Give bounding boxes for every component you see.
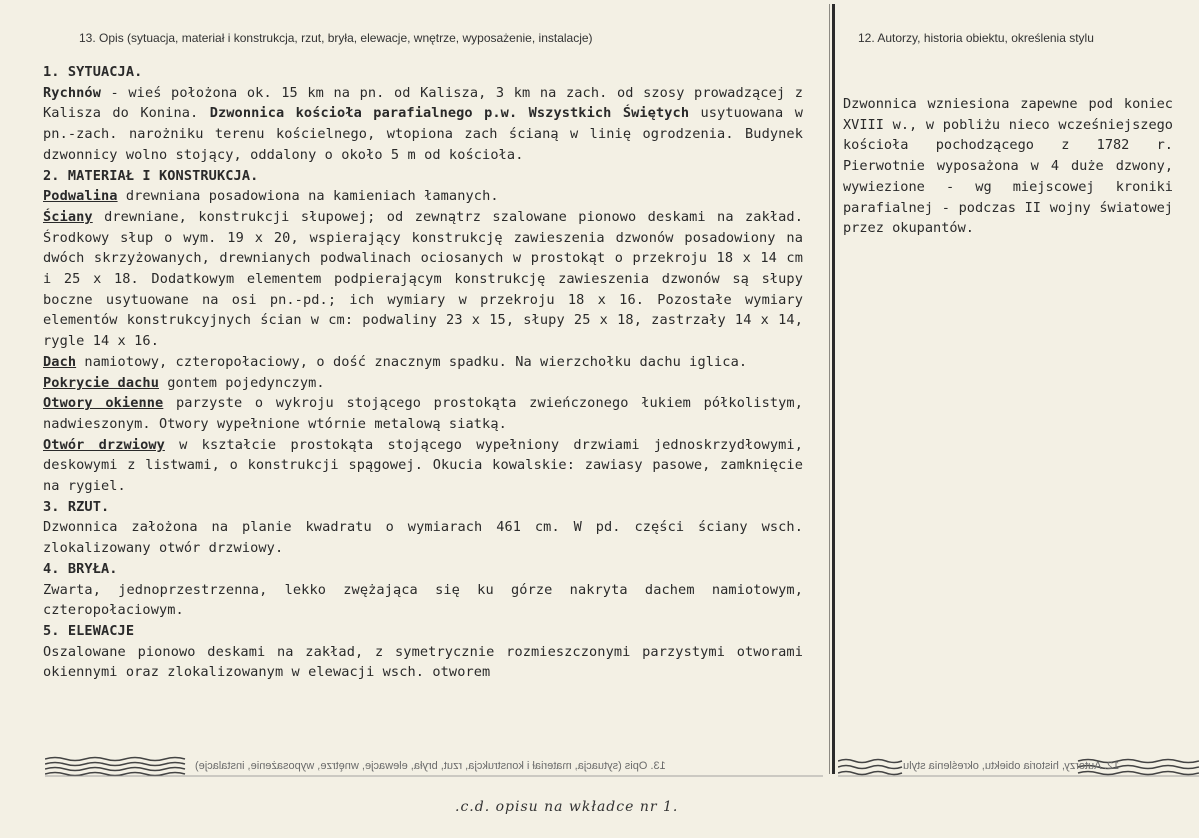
situation-paragraph bbox=[43, 83, 803, 166]
plan-paragraph: Dzwonnica założona na planie kwadratu o wymiarach 461 cm. W pd. części ściany wsch. zlokalizowany otwór drzwiowy. bbox=[43, 519, 803, 557]
section-title-elevations: 5. ELEWACJE bbox=[43, 622, 135, 639]
term-sciany: Ściany bbox=[43, 208, 93, 225]
otwor-paragraph bbox=[43, 435, 803, 497]
section-title-plan: 3. RZUT. bbox=[43, 498, 110, 515]
podwalina-paragraph bbox=[43, 186, 803, 207]
term-pokrycie: Pokrycie dachu bbox=[43, 374, 159, 391]
description-column bbox=[43, 62, 803, 683]
situation-text: - wieś położona ok. 15 km na pn. od Kalisza, 3 km na zach. od szosy prowadzącej z Kalisza do Konina. bbox=[43, 84, 803, 122]
section-title-situation: 1. SYTUACJA. bbox=[43, 64, 143, 80]
sciany-text: drewniane, konstrukcji słupowej; od zewnątrz szalowane pionowo deskami na zakład. Środkowy słup o wym. 19 x 20, wspierający konstrukcję zawieszenia dzwonów posadowiony na dwóch skrzyżowanych, drewnianych podwalinach ociosanych w prostokąt o przekroju 18 x 14 cm i 25 x 18. Dodatkowym elementem podpierającym konstrukcję zawieszenia dzwonów są słupy boczne usytuowane na osi pn.-pd.; ich wymiary w przekroju 18 x 16. Pozostałe wymiary elementów konstrukcyjnych ścian w cm: podwaliny 23 x 15, słupy 25 x 18, zastrzały 14 x 14, rygle 14 x 16. bbox=[43, 208, 803, 350]
column-divider-shadow bbox=[829, 4, 830, 774]
otwory-text: parzyste o wykroju stojącego prostokąta zwieńczonego łukiem półkolistym, nadwieszonym. Otwory wypełnione wtórnie metalową siatką. bbox=[43, 395, 803, 432]
header-description: 13. Opis (sytuacja, materiał i konstrukcja, rzut, bryła, elewacje, wnętrze, wyposażenie, instalacje) bbox=[79, 31, 593, 45]
term-otwory: Otwory okienne bbox=[43, 395, 164, 412]
pokrycie-text: gontem pojedynczym. bbox=[158, 374, 325, 391]
history-paragraph: Dzwonnica wzniesiona zapewne pod koniec XVIII w., w pobliżu nieco wcześniejszego kościoła pochodzącego z 1782 r. Pierwotnie wyposażona w 4 duże dzwony, wywiezione - wg miejscowej kroniki parafialnej - podczas II wojny światowej przez okupantów. bbox=[843, 96, 1173, 237]
term-rychnow: Rychnów bbox=[43, 84, 101, 101]
elevations-paragraph: Oszalowane pionowo deskami na zakład, z symetrycznie rozmieszczonymi parzystymi otworami okiennymi oraz zlokalizowanym w elewacji wsch. otworem bbox=[43, 643, 803, 681]
mirrored-header-right: 12. Autorzy, historia obiektu, określenia stylu bbox=[903, 760, 1120, 772]
term-dach: Dach bbox=[43, 353, 77, 370]
term-otwor: Otwór drzwiowy bbox=[43, 436, 165, 453]
belfry-name: Dzwonnica kościoła parafialnego p.w. Wszystkich Świętych bbox=[209, 105, 690, 122]
podwalina-text: drewniana posadowiona na kamieniach łamanych. bbox=[117, 188, 499, 205]
term-podwalina: Podwalina bbox=[43, 188, 118, 205]
header-authors: 12. Autorzy, historia obiektu, określenia stylu bbox=[858, 31, 1094, 45]
section-title-material: 2. MATERIAŁ I KONSTRUKCJA. bbox=[43, 167, 259, 184]
dach-text: namiotowy, czteropołaciowy, o dość znacznym spadku. Na wierzchołku dachu iglica. bbox=[76, 353, 748, 370]
dach-paragraph bbox=[43, 352, 803, 373]
column-divider bbox=[832, 4, 835, 774]
continuation-note: .c.d. opisu na wkładce nr 1. bbox=[455, 799, 679, 815]
otwor-text: w kształcie prostokąta stojącego wypełniony drzwiami jednoskrzydłowymi, deskowymi z listwami, o konstrukcji spągowej. Okucia kowalskie: zawiasy pasowe, zamknięcie na rygiel. bbox=[43, 436, 803, 495]
history-column bbox=[843, 94, 1173, 239]
otwory-paragraph bbox=[43, 393, 803, 434]
pokrycie-paragraph bbox=[43, 373, 803, 394]
section-title-body: 4. BRYŁA. bbox=[43, 560, 118, 577]
situation-rest: usytuowana w pn.-zach. narożniku terenu kościelnego, wtopiona zach ścianą w linię ogrodzenia. Budynek dzwonnicy wolno stojący, oddalony o około 5 m od kościoła. bbox=[43, 105, 803, 163]
mirrored-header-left: 13. Opis (sytuacja, materiał i konstrukcja, rzut, bryła, elewacje, wnętrze, wyposażenie, instalacje) bbox=[195, 760, 666, 772]
sciany-paragraph bbox=[43, 207, 803, 352]
body-paragraph: Zwarta, jednoprzestrzenna, lekko zwężająca się ku górze nakryta dachem namiotowym, czteropołaciowym. bbox=[43, 581, 803, 619]
